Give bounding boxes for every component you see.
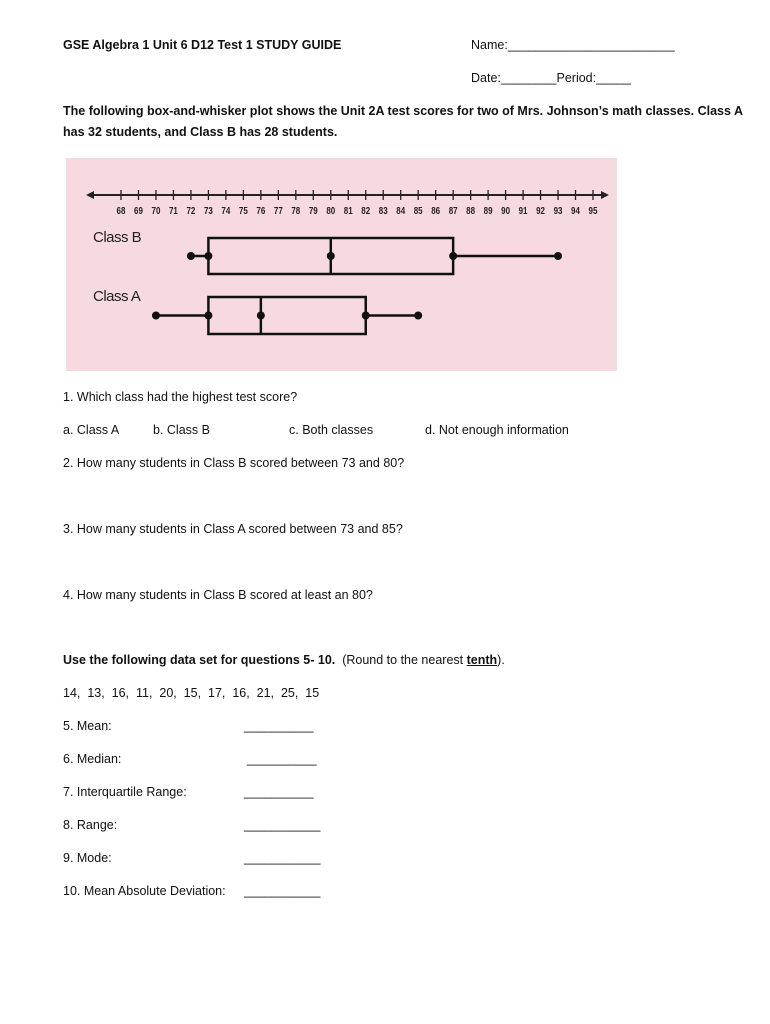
class-b-median-point <box>327 252 335 260</box>
box-plot-figure <box>66 158 617 371</box>
tick-label: 88 <box>466 205 476 217</box>
q1-option-a[interactable]: a. Class A <box>63 423 120 437</box>
item-5-blank[interactable]: __________ <box>244 719 314 733</box>
item-9-blank[interactable]: ___________ <box>244 851 321 865</box>
tick-label: 71 <box>168 205 178 217</box>
document-title: GSE Algebra 1 Unit 6 D12 Test 1 STUDY GUIDE <box>63 38 342 52</box>
plot-background <box>66 158 617 371</box>
item-10-blank[interactable]: ___________ <box>244 884 321 898</box>
item-9-label: 9. Mode: <box>63 851 112 865</box>
item-7-label: 7. Interquartile Range: <box>63 785 187 799</box>
q1-option-c[interactable]: c. Both classes <box>289 423 374 437</box>
question-2: 2. How many students in Class B scored between 73 and 80? <box>63 456 405 470</box>
tick-label: 70 <box>151 205 161 217</box>
tick-label: 87 <box>448 205 458 217</box>
tick-label: 77 <box>273 205 283 217</box>
tick-label: 74 <box>221 205 231 217</box>
q1-option-b[interactable]: b. Class B <box>153 423 210 437</box>
tick-label: 78 <box>291 205 301 217</box>
tick-label: 93 <box>553 205 563 217</box>
intro-line-1: The following box-and-whisker plot shows the Unit 2A test scores for two of Mrs. Johnson’s math classes. Class A <box>63 104 743 118</box>
class-b-q1-point <box>204 252 212 260</box>
class-a-median-point <box>257 312 265 320</box>
class-b-q3-point <box>449 252 457 260</box>
intro-line-2: has 32 students, and Class B has 28 students. <box>63 125 338 139</box>
tick-label: 85 <box>413 205 423 217</box>
q1-option-d[interactable]: d. Not enough information <box>425 423 569 437</box>
instruction-pre: (Round to the nearest <box>335 653 467 667</box>
class-b-label: Class B <box>93 229 142 246</box>
class-b-min-point <box>187 252 195 260</box>
tick-label: 83 <box>378 205 388 217</box>
tick-label: 75 <box>238 205 248 217</box>
tick-label: 81 <box>343 205 353 217</box>
tick-label: 92 <box>536 205 546 217</box>
tick-label: 84 <box>396 205 406 217</box>
tick-label: 91 <box>518 205 528 217</box>
data-set-instruction <box>63 653 505 667</box>
tick-label: 76 <box>256 205 266 217</box>
tick-label: 95 <box>588 205 598 217</box>
tick-label: 80 <box>326 205 336 217</box>
tick-label: 89 <box>483 205 493 217</box>
tick-label: 68 <box>116 205 126 217</box>
class-a-q3-point <box>362 312 370 320</box>
class-a-label: Class A <box>93 288 141 305</box>
question-3: 3. How many students in Class A scored between 73 and 85? <box>63 522 403 536</box>
tick-label: 82 <box>361 205 371 217</box>
box-plot-svg <box>66 158 617 371</box>
question-4: 4. How many students in Class B scored at least an 80? <box>63 588 373 602</box>
instruction-post: ). <box>497 653 505 667</box>
tick-label: 86 <box>431 205 441 217</box>
item-5-label: 5. Mean: <box>63 719 112 733</box>
tick-label: 94 <box>571 205 580 217</box>
item-8-blank[interactable]: ___________ <box>244 818 321 832</box>
item-10-label: 10. Mean Absolute Deviation: <box>63 884 226 898</box>
item-8-label: 8. Range: <box>63 818 118 832</box>
class-a-min-point <box>152 312 160 320</box>
instruction-word: tenth <box>466 653 498 667</box>
tick-label: 72 <box>186 205 196 217</box>
date-period-field[interactable]: Date:________Period:_____ <box>471 71 631 85</box>
tick-label: 79 <box>308 205 318 217</box>
data-set-values: 14, 13, 16, 11, 20, 15, 17, 16, 21, 25, 15 <box>63 686 320 700</box>
tick-label: 90 <box>501 205 511 217</box>
instruction-bold: Use the following data set for questions 5- 10. <box>63 653 336 667</box>
name-field[interactable]: Name:________________________ <box>471 38 675 52</box>
class-b-max-point <box>554 252 562 260</box>
item-6-label: 6. Median: <box>63 752 122 766</box>
item-6-blank[interactable]: __________ <box>247 752 317 766</box>
tick-label: 69 <box>134 205 143 217</box>
question-1: 1. Which class had the highest test score? <box>63 390 298 404</box>
class-a-max-point <box>414 312 422 320</box>
item-7-blank[interactable]: __________ <box>244 785 314 799</box>
tick-label: 73 <box>203 205 213 217</box>
class-a-q1-point <box>204 312 212 320</box>
